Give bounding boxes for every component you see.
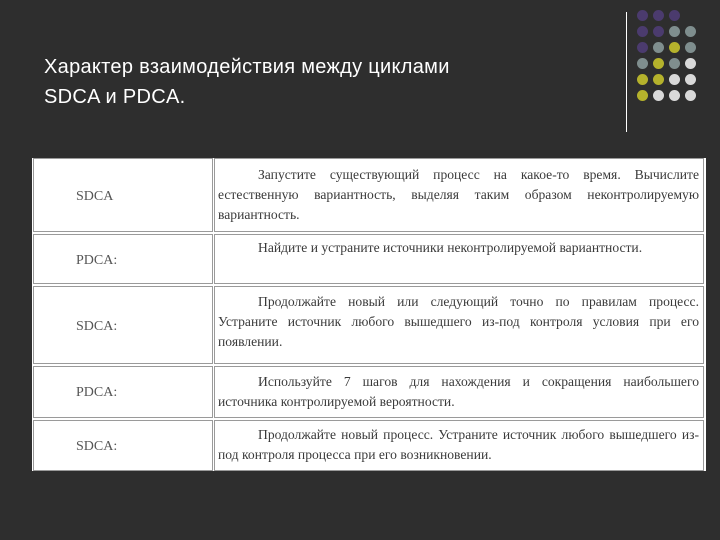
decorative-dot: [669, 58, 680, 69]
table-cell-cycle: [33, 158, 213, 232]
decorative-dot: [637, 58, 648, 69]
table-row: [32, 366, 706, 418]
decorative-divider-line: [626, 12, 627, 132]
table-cell-cycle: [33, 234, 213, 284]
decorative-dot: [669, 10, 680, 21]
decorative-dot: [669, 26, 680, 37]
decorative-dot: [653, 26, 664, 37]
decorative-dot: [669, 90, 680, 101]
cycle-description: Найдите и устраните источники неконтролируемой вариантности.: [258, 240, 643, 255]
table-row: [32, 420, 706, 471]
table-cell-description: [214, 158, 704, 232]
decorative-dot: [685, 74, 696, 85]
decorative-dot: [685, 42, 696, 53]
slide-title: [44, 52, 604, 112]
decorative-dot: [653, 74, 664, 85]
table-row: [32, 286, 706, 364]
cycle-description: Продолжайте новый процесс. Устраните источник любого вышедшего из-под контроля процесса при его возникновении.: [218, 427, 699, 462]
cycle-description: Продолжайте новый или следующий точно по правилам процесс. Устраните источник любого вышедшего из-под контроля условия при его появлении.: [218, 294, 699, 349]
decorative-dot: [669, 42, 680, 53]
decorative-dot: [685, 58, 696, 69]
cycle-description: Используйте 7 шагов для нахождения и сокращения наибольшего источника контролируемой вероятности.: [218, 374, 699, 409]
table-cell-cycle: [33, 420, 213, 471]
table-row: [32, 158, 706, 232]
cycle-label: PDCA:: [76, 253, 118, 268]
table-row: [32, 234, 706, 284]
decorative-dot: [637, 90, 648, 101]
decorative-dot: [685, 90, 696, 101]
decorative-dot: [637, 26, 648, 37]
decorative-dot: [653, 90, 664, 101]
decorative-dot: [653, 10, 664, 21]
table-cell-description: [214, 286, 704, 364]
decorative-dot: [669, 74, 680, 85]
comparison-table: [32, 158, 706, 471]
cycle-label: SDCA:: [76, 319, 118, 334]
table-cell-description: [214, 234, 704, 284]
table-cell-description: [214, 366, 704, 418]
cycle-label: SDCA: [76, 189, 114, 204]
decorative-dot: [637, 42, 648, 53]
cycle-description: Запустите существующий процесс на какое-то время. Вычислите естественную вариантность, выделяя таким образом неконтролируемую вариантность.: [218, 167, 699, 222]
decorative-dot: [653, 42, 664, 53]
slide-title-line-1: Характер взаимодействия между циклами: [44, 56, 450, 78]
table-cell-cycle: [33, 366, 213, 418]
cycle-label: SDCA:: [76, 439, 118, 454]
cycle-label: PDCA:: [76, 385, 118, 400]
table-cell-cycle: [33, 286, 213, 364]
decorative-dot: [637, 74, 648, 85]
decorative-dot: [637, 10, 648, 21]
table-cell-description: [214, 420, 704, 471]
decorative-dot: [685, 26, 696, 37]
slide-title-line-2: SDCA и PDCA.: [44, 86, 186, 108]
decorative-dot: [653, 58, 664, 69]
